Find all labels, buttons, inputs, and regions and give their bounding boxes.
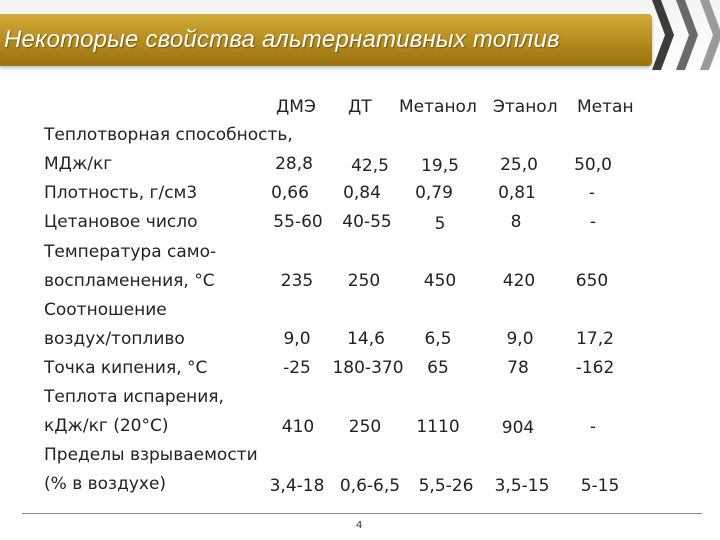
- table-cell: 0,66: [271, 183, 309, 203]
- column-header-dme: ДМЭ: [276, 97, 316, 117]
- title-bar: [0, 0, 720, 78]
- table-cell: 650: [575, 271, 609, 291]
- table-cell: 250: [348, 417, 382, 437]
- table-cell: 78: [507, 358, 529, 378]
- slide-title: Некоторые свойства альтернативных топлив: [4, 26, 560, 53]
- table-cell: 17,2: [576, 329, 614, 349]
- table-cell: 5-15: [580, 476, 620, 496]
- table-cell: -: [589, 212, 597, 232]
- row-label: Соотношение: [44, 300, 167, 320]
- row-label: Теплота испарения,: [44, 387, 224, 407]
- row-label: МДж/кг: [44, 154, 113, 174]
- table-cell: 180-370: [332, 358, 404, 378]
- column-header-methanol: Метанол: [399, 97, 477, 117]
- table-cell: 0,84: [343, 183, 381, 203]
- table-cell: 235: [280, 271, 314, 291]
- column-header-ethanol: Этанол: [493, 97, 558, 117]
- table-cell: 25,0: [500, 155, 538, 175]
- row-label: Точка кипения, °С: [44, 358, 208, 378]
- row-label: Пределы взрываемости: [44, 445, 258, 465]
- table-cell: 410: [281, 417, 315, 437]
- table-cell: 904: [501, 418, 535, 438]
- table-cell: 5: [434, 214, 446, 234]
- chevron-right-icon: [700, 0, 720, 70]
- row-label: Цетановое число: [44, 212, 198, 232]
- column-header-dt: ДТ: [348, 97, 372, 117]
- row-label: воспламенения, °С: [44, 271, 215, 291]
- table-cell: -: [589, 417, 597, 437]
- table-cell: -162: [575, 358, 615, 378]
- table-cell: 250: [347, 271, 381, 291]
- table-cell: -25: [283, 358, 311, 378]
- table-cell: 3,4-18: [269, 476, 325, 496]
- table-cell: 0,6-6,5: [339, 476, 401, 496]
- table-cell: 9,0: [283, 329, 311, 349]
- chevron-right-icon: [652, 0, 674, 70]
- table-cell: 8: [510, 212, 522, 232]
- table-cell: 40-55: [342, 212, 392, 232]
- row-label: кДж/кг (20°С): [44, 416, 169, 436]
- row-label: Температура само-: [44, 242, 217, 262]
- table-cell: 6,5: [424, 329, 452, 349]
- table-cell: 3,5-15: [494, 476, 550, 496]
- row-label: (% в воздухе): [44, 474, 167, 494]
- page-number: 4: [356, 520, 363, 531]
- table-cell: 28,8: [275, 154, 313, 174]
- table-cell: 0,81: [498, 183, 536, 203]
- row-label: Теплотворная способность,: [44, 125, 293, 145]
- table-cell: 1110: [416, 417, 460, 437]
- row-label: Плотность, г/см3: [44, 183, 198, 203]
- table-cell: 42,5: [351, 156, 389, 176]
- chevron-right-icon: [676, 0, 698, 70]
- table-cell: 14,6: [347, 329, 385, 349]
- table-cell: 65: [427, 358, 449, 378]
- table-cell: 420: [502, 271, 536, 291]
- table-cell: 9,0: [506, 329, 534, 349]
- table-cell: 19,5: [421, 156, 459, 176]
- table-cell: -: [588, 183, 596, 203]
- table-cell: 5,5-26: [418, 476, 474, 496]
- table-cell: 50,0: [574, 155, 612, 175]
- table-cell: 0,79: [415, 183, 453, 203]
- table-cell: 55-60: [273, 212, 323, 232]
- footer-divider: [22, 513, 702, 514]
- table-cell: 450: [423, 271, 457, 291]
- column-header-methane: Метан: [577, 97, 634, 117]
- row-label: воздух/топливо: [44, 329, 185, 349]
